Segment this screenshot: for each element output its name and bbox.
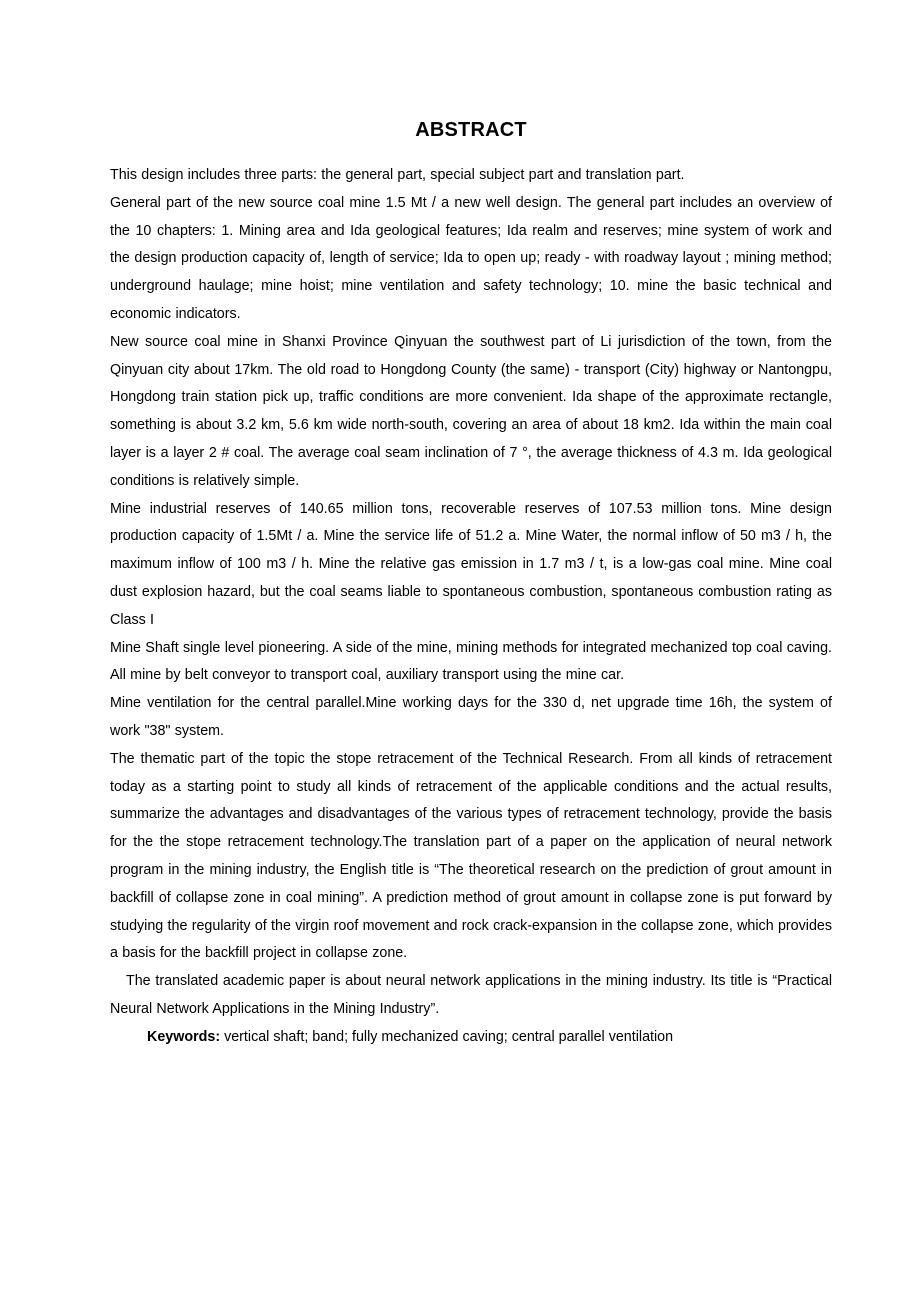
abstract-paragraph-6: Mine ventilation for the central parallel.Mine working days for the 330 d, net upgrade time 16h, the system of work "38" system. [110, 695, 832, 739]
abstract-paragraph-7: The thematic part of the topic the stope retracement of the Technical Research. From all kinds of retracement today as a starting point to study all kinds of retracement of the applicable conditions and the actual results, summarize the advantages and disadvantages of the various types of retracement technology, provide the basis for the the stope retracement technology.The translation part of a paper on the application of neural network program in the mining industry, the English title is “The theoretical research on the prediction of grout amount in backfill of collapse zone in coal mining”. A prediction method of grout amount in collapse zone is put forward by studying the regularity of the virgin roof movement and rock crack-expansion in the collapse zone, which provides a basis for the backfill project in collapse zone. [110, 750, 832, 962]
abstract-paragraph-5: Mine Shaft single level pioneering. A side of the mine, mining methods for integrated mechanized top coal caving. All mine by belt conveyor to transport coal, auxiliary transport using the mine car. [110, 639, 832, 684]
keywords-line [110, 1024, 832, 1052]
abstract-paragraph-4: Mine industrial reserves of 140.65 million tons, recoverable reserves of 107.53 million tons. Mine design production capacity of 1.5Mt / a. Mine the service life of 51.2 a. Mine Water, the normal inflow of 50 m3 / h, the maximum inflow of 100 m3 / h. Mine the relative gas emission in 1.7 m3 / t, is a low-gas coal mine. Mine coal dust explosion hazard, but the coal seams liable to spontaneous combustion, spontaneous combustion rating as Class I [110, 500, 832, 628]
abstract-paragraph-2: General part of the new source coal mine 1.5 Mt / a new well design. The general part includes an overview of the 10 chapters: 1. Mining area and Ida geological features; Ida realm and reserves; mine system of work and the design production capacity of, length of service; Ida to open up; ready - with roadway layout ; mining method; underground haulage; mine hoist; mine ventilation and safety technology; 10. mine the basic technical and economic indicators. [110, 194, 832, 322]
keywords-label: Keywords: [147, 1028, 221, 1045]
abstract-paragraph-3: New source coal mine in Shanxi Province Qinyuan the southwest part of Li jurisdiction of the town, from the Qinyuan city about 17km. The old road to Hongdong County (the same) - transport (City) highway or Nantongpu, Hongdong train station pick up, traffic conditions are more convenient. Ida shape of the approximate rectangle, something is about 3.2 km, 5.6 km wide north-south, covering an area of about 18 km2. Ida within the main coal layer is a layer 2 # coal. The average coal seam inclination of 7 °, the average thickness of 4.3 m. Ida geological conditions is relatively simple. [110, 333, 832, 489]
abstract-paragraph-8: The translated academic paper is about neural network applications in the mining industry. Its title is “Practical Neural Network Applications in the Mining Industry”. [110, 973, 832, 1017]
abstract-title: ABSTRACT [415, 119, 527, 141]
document-page [110, 116, 832, 1052]
abstract-paragraph-1: This design includes three parts: the general part, special subject part and translation part. [110, 167, 685, 183]
keywords-text: vertical shaft; band; fully mechanized caving; central parallel ventilation [220, 1028, 674, 1045]
